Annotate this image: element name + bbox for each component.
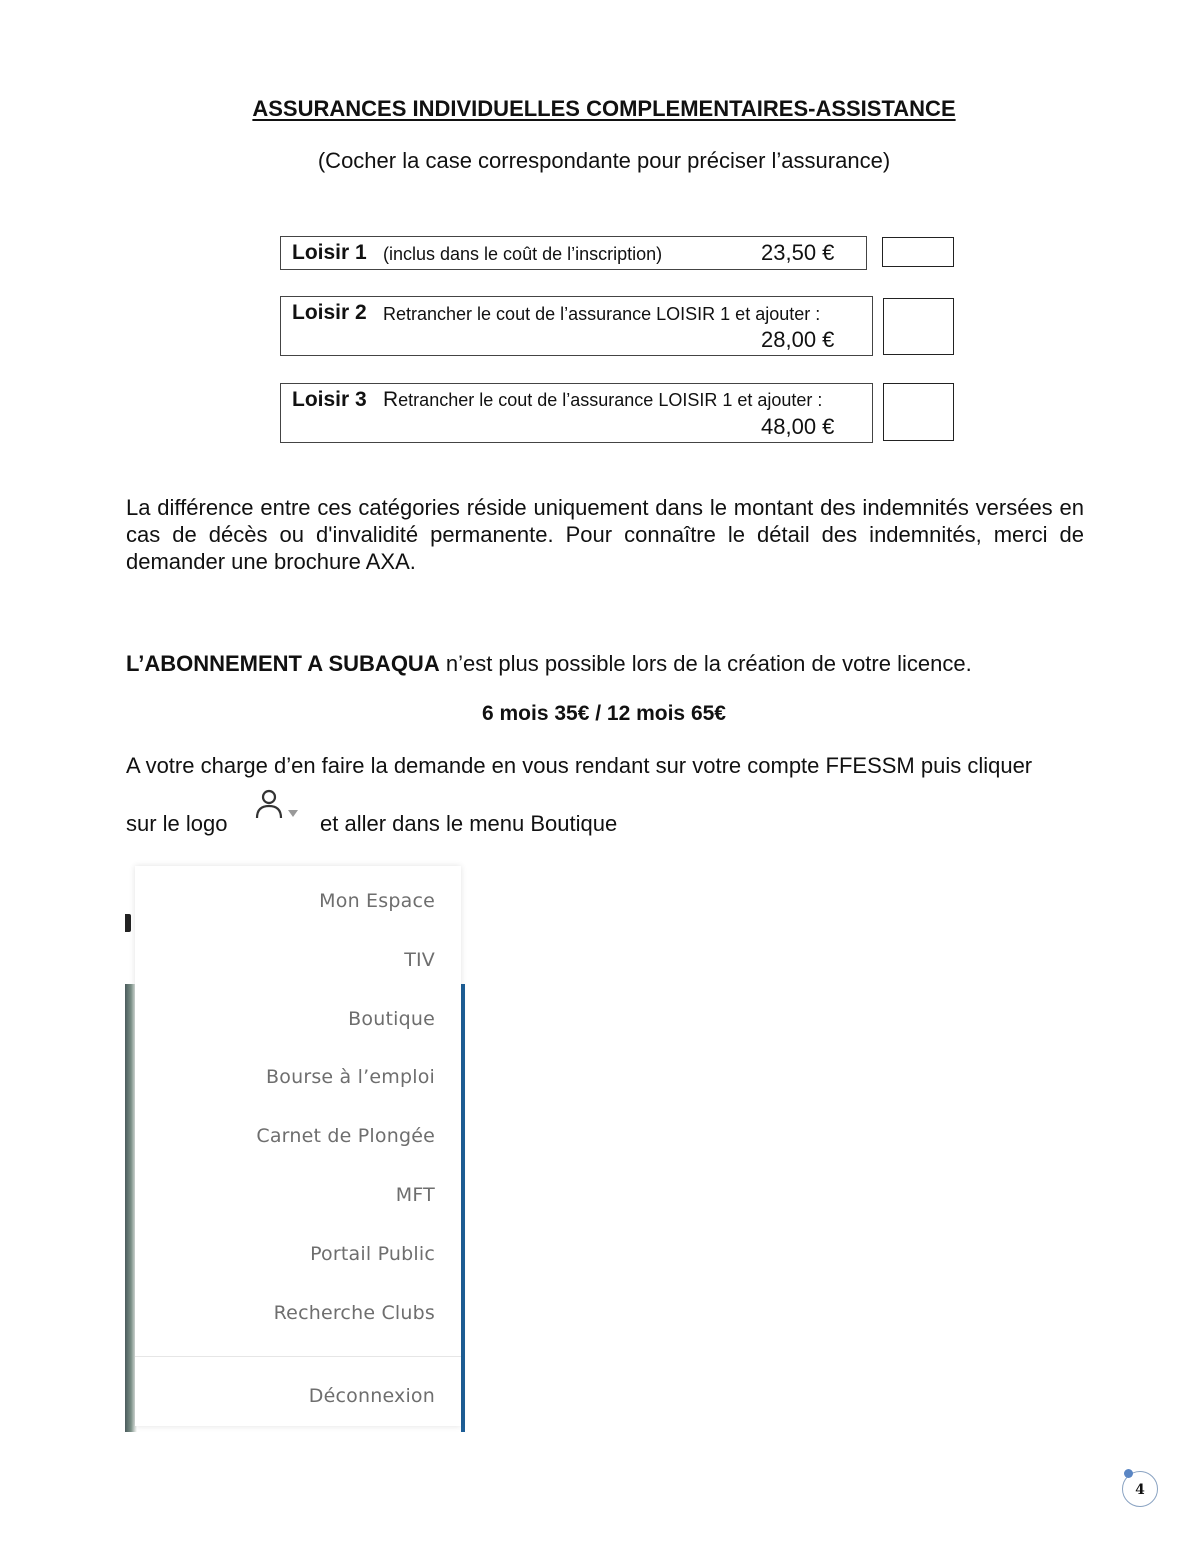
page-number: 4: [1122, 1471, 1158, 1507]
insurance-name: Loisir 1: [292, 241, 367, 264]
insurance-desc: Retrancher le cout de l’assurance LOISIR 1 et ajouter :: [383, 304, 821, 324]
insurance-3-checkbox[interactable]: [883, 383, 954, 441]
menu-item-carnet-plongee[interactable]: Carnet de Plongée: [256, 1125, 435, 1147]
insurance-option-1: [280, 236, 867, 270]
menu-accent-border: [461, 984, 465, 1432]
menu-divider: [135, 1356, 461, 1357]
insurance-2-checkbox[interactable]: [883, 298, 954, 355]
menu-item-bourse-emploi[interactable]: Bourse à l’emploi: [266, 1066, 435, 1088]
menu-item-portail-public[interactable]: Portail Public: [310, 1243, 435, 1265]
insurance-1-checkbox[interactable]: [882, 237, 954, 267]
menu-item-deconnexion[interactable]: Déconnexion: [308, 1385, 435, 1407]
subaqua-rest: n’est plus possible lors de la création de votre licence.: [445, 651, 972, 676]
menu-left-edge: [125, 914, 131, 932]
page-number-dot: [1124, 1469, 1133, 1478]
user-account-icon: [254, 788, 304, 824]
insurance-price: 48,00 €: [761, 414, 835, 439]
menu-panel: [135, 866, 461, 1426]
logo-sentence-start: sur le logo: [126, 811, 228, 836]
menu-item-mon-espace[interactable]: Mon Espace: [319, 890, 435, 912]
subaqua-bold: L’ABONNEMENT A SUBAQUA: [126, 651, 440, 676]
insurance-price: 23,50 €: [761, 240, 835, 265]
subaqua-notice: [126, 650, 972, 677]
insurance-name: Loisir 2: [292, 301, 367, 324]
account-dropdown-menu: [125, 866, 465, 1432]
menu-item-boutique[interactable]: Boutique: [348, 1008, 435, 1030]
subtitle: (Cocher la case correspondante pour préciser l’assurance): [317, 148, 891, 173]
insurance-option-3: [280, 383, 873, 443]
info-paragraph: La différence entre ces catégories réside uniquement dans le montant des indemnités versées en cas de décès ou d'invalidité permanente. Pour connaître le détail des indemnités, merci de demander une brochure AXA.: [126, 495, 1084, 574]
menu-item-tiv[interactable]: TIV: [404, 949, 435, 971]
subaqua-instruction: A votre charge d’en faire la demande en vous rendant sur votre compte FFESSM puis cliquer: [126, 753, 1033, 778]
insurance-name: Loisir 3: [292, 388, 367, 411]
menu-item-recherche-clubs[interactable]: Recherche Clubs: [273, 1302, 435, 1324]
insurance-price: 28,00 €: [761, 327, 835, 352]
page-title: ASSURANCES INDIVIDUELLES COMPLEMENTAIRES-ASSISTANCE: [252, 96, 956, 121]
logo-sentence-end: et aller dans le menu Boutique: [320, 811, 618, 836]
insurance-desc: Retrancher le cout de l’assurance LOISIR 1 et ajouter :: [383, 388, 823, 411]
subaqua-prices: 6 mois 35€ / 12 mois 65€: [482, 702, 726, 725]
insurance-desc: (inclus dans le coût de l’inscription): [383, 244, 663, 264]
insurance-option-2: [280, 296, 873, 356]
menu-item-mft[interactable]: MFT: [395, 1184, 435, 1206]
